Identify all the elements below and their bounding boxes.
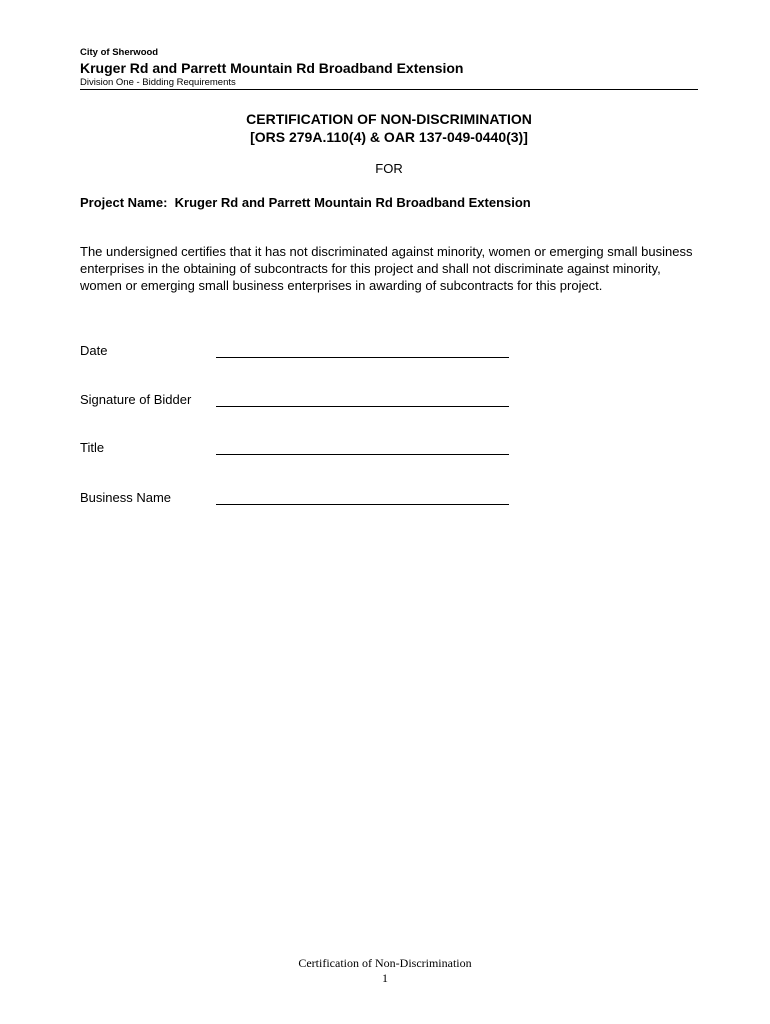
signature-of-bidder-label: Signature of Bidder	[80, 392, 192, 407]
signature-of-bidder-line[interactable]	[216, 406, 509, 407]
footer-page-number: 1	[382, 971, 388, 985]
document-title: CERTIFICATION OF NON-DISCRIMINATION	[246, 111, 532, 127]
business-name-label: Business Name	[80, 490, 172, 505]
business-name-field[interactable]	[80, 490, 520, 510]
header-project-title: Kruger Rd and Parrett Mountain Rd Broadband Extension	[80, 60, 464, 76]
certification-statement: The undersigned certifies that it has not discriminated against minority, women or emerging small business enterprises in the obtaining of subcontracts for this project and shall not discriminate against minority, women or emerging small business enterprises in awarding of subcontracts for this project.	[80, 244, 693, 293]
header-city-name: City of Sherwood	[80, 47, 159, 58]
date-signature-line[interactable]	[216, 357, 509, 358]
title-signature-line[interactable]	[216, 454, 509, 455]
project-name-label: Project Name	[80, 195, 164, 210]
document-title-reference: [ORS 279A.110(4) & OAR 137-049-0440(3)]	[250, 129, 528, 145]
project-name-separator: :	[163, 195, 168, 210]
page-footer	[0, 956, 770, 986]
date-field[interactable]	[80, 343, 520, 363]
project-name-line	[80, 195, 531, 210]
business-name-line[interactable]	[216, 504, 509, 505]
header-divider	[80, 89, 698, 90]
for-label: FOR	[375, 161, 403, 176]
title-field[interactable]	[80, 440, 520, 460]
project-name-value: Kruger Rd and Parrett Mountain Rd Broadband Extension	[174, 195, 531, 210]
signature-of-bidder-field[interactable]	[80, 392, 520, 412]
footer-document-title: Certification of Non-Discrimination	[298, 956, 472, 970]
header-division: Division One - Bidding Requirements	[80, 77, 236, 88]
title-field-label: Title	[80, 440, 105, 455]
date-field-label: Date	[80, 343, 108, 358]
